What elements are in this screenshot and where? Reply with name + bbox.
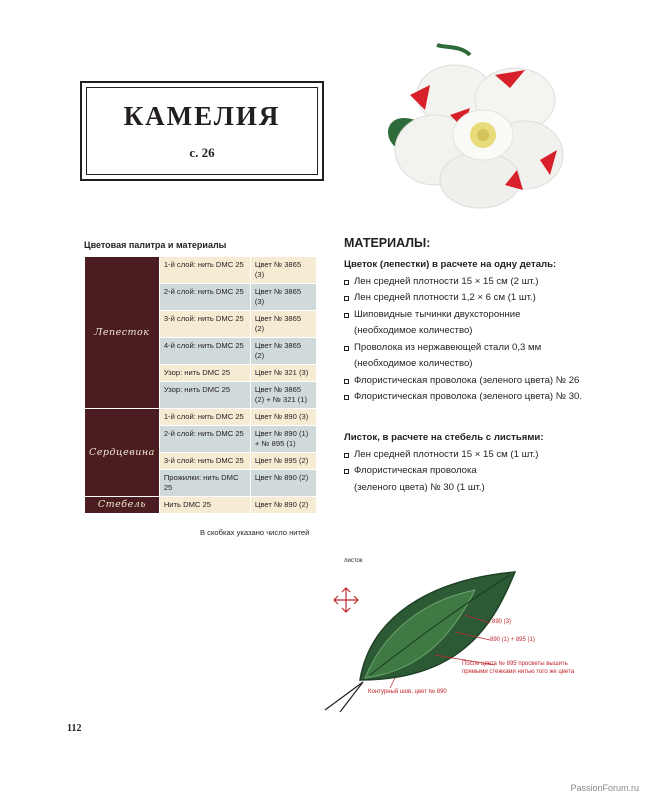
material-item: Лен средней плотности 15 × 15 см (1 шт.) — [344, 447, 544, 464]
color-cell: Цвет № 3865 (2) + № 321 (1) — [250, 382, 316, 409]
title-box — [80, 81, 324, 181]
color-cell: Цвет № 890 (2) — [250, 497, 316, 514]
materials-flower-block — [344, 257, 582, 406]
layer-cell: 3-й слой: нить DMC 25 — [159, 453, 250, 470]
group-core: Сердцевина — [85, 409, 160, 497]
grain-arrows-icon — [334, 588, 358, 612]
materials-leaf-subheading: Листок, в расчете на стебель с листьями: — [344, 432, 544, 443]
material-item: Лен средней плотности 1,2 × 6 см (1 шт.) — [344, 290, 582, 307]
leaf-annotation: 890 (1) + 895 (1) — [490, 637, 535, 643]
checkbox-bullet-icon — [344, 469, 349, 474]
materials-heading: МАТЕРИАЛЫ: — [344, 236, 431, 250]
checkbox-bullet-icon — [344, 453, 349, 458]
checkbox-bullet-icon — [344, 280, 349, 285]
color-cell: Цвет № 3865 (3) — [250, 284, 316, 311]
color-cell: Цвет № 890 (1) + № 895 (1) — [250, 426, 316, 453]
color-cell: Цвет № 890 (3) — [250, 409, 316, 426]
checkbox-bullet-icon — [344, 395, 349, 400]
page-title: КАМЕЛИЯ — [123, 101, 281, 131]
palette-note: В скобках указано число нитей — [200, 528, 310, 537]
camellia-flower-image — [375, 40, 575, 210]
color-cell: Цвет № 3865 (3) — [250, 257, 316, 284]
leaf-diagram — [315, 560, 615, 720]
layer-cell: Нить DMC 25 — [159, 497, 250, 514]
material-item: Флористическая проволока — [344, 463, 544, 480]
leaf-annotation: После цвета № 895 просветы вышить прямыми стежками нитью того же цвета — [462, 661, 575, 675]
checkbox-bullet-icon — [344, 346, 349, 351]
color-cell: Цвет № 3865 (2) — [250, 338, 316, 365]
layer-cell: 4-й слой: нить DMC 25 — [159, 338, 250, 365]
leaf-annotation: 890 (3) — [492, 619, 512, 625]
color-cell: Цвет № 3865 (2) — [250, 311, 316, 338]
material-item: Лен средней плотности 15 × 15 см (2 шт.) — [344, 274, 582, 291]
checkbox-bullet-icon — [344, 313, 349, 318]
material-item: Флористическая проволока (зеленого цвета) № 30. — [344, 389, 582, 406]
material-item: Флористическая проволока (зеленого цвета) № 26 — [344, 373, 582, 390]
material-item: Проволока из нержавеющей стали 0,3 мм — [344, 340, 582, 357]
color-cell: Цвет № 895 (2) — [250, 453, 316, 470]
materials-flower-subheading: Цветок (лепестки) в расчете на одну деталь: — [344, 259, 557, 270]
page-subtitle: с. 26 — [189, 145, 215, 160]
watermark: PassionForum.ru — [570, 783, 639, 793]
layer-cell: 1-й слой: нить DMC 25 — [159, 409, 250, 426]
materials-leaf-block — [344, 430, 544, 496]
color-cell: Цвет № 890 (2) — [250, 470, 316, 497]
layer-cell: 3-й слой: нить DMC 25 — [159, 311, 250, 338]
group-stem: Стебель — [85, 497, 160, 514]
material-item-continuation: (необходимое количество) — [354, 358, 473, 369]
group-petal: Лепесток — [85, 257, 160, 409]
checkbox-bullet-icon — [344, 379, 349, 384]
layer-cell: Узор: нить DMC 25 — [159, 382, 250, 409]
leaf-annotation: Контурный шов, цвет № 890 — [368, 689, 447, 695]
layer-cell: 1-й слой: нить DMC 25 — [159, 257, 250, 284]
page-number: 112 — [67, 723, 82, 734]
color-cell: Цвет № 321 (3) — [250, 365, 316, 382]
palette-table — [84, 256, 317, 514]
palette-title: Цветовая палитра и материалы — [84, 240, 227, 250]
layer-cell: Узор: нить DMC 25 — [159, 365, 250, 382]
checkbox-bullet-icon — [344, 296, 349, 301]
material-item: Шиповидные тычинки двухсторонние — [344, 307, 582, 324]
layer-cell: Прожилки: нить DMC 25 — [159, 470, 250, 497]
material-item-continuation: (зеленого цвета) № 30 (1 шт.) — [354, 481, 485, 493]
layer-cell: 2-й слой: нить DMC 25 — [159, 426, 250, 453]
material-item-continuation: (необходимое количество) — [354, 325, 473, 336]
layer-cell: 2-й слой: нить DMC 25 — [159, 284, 250, 311]
leaf-diagram-label: листок — [344, 558, 363, 564]
